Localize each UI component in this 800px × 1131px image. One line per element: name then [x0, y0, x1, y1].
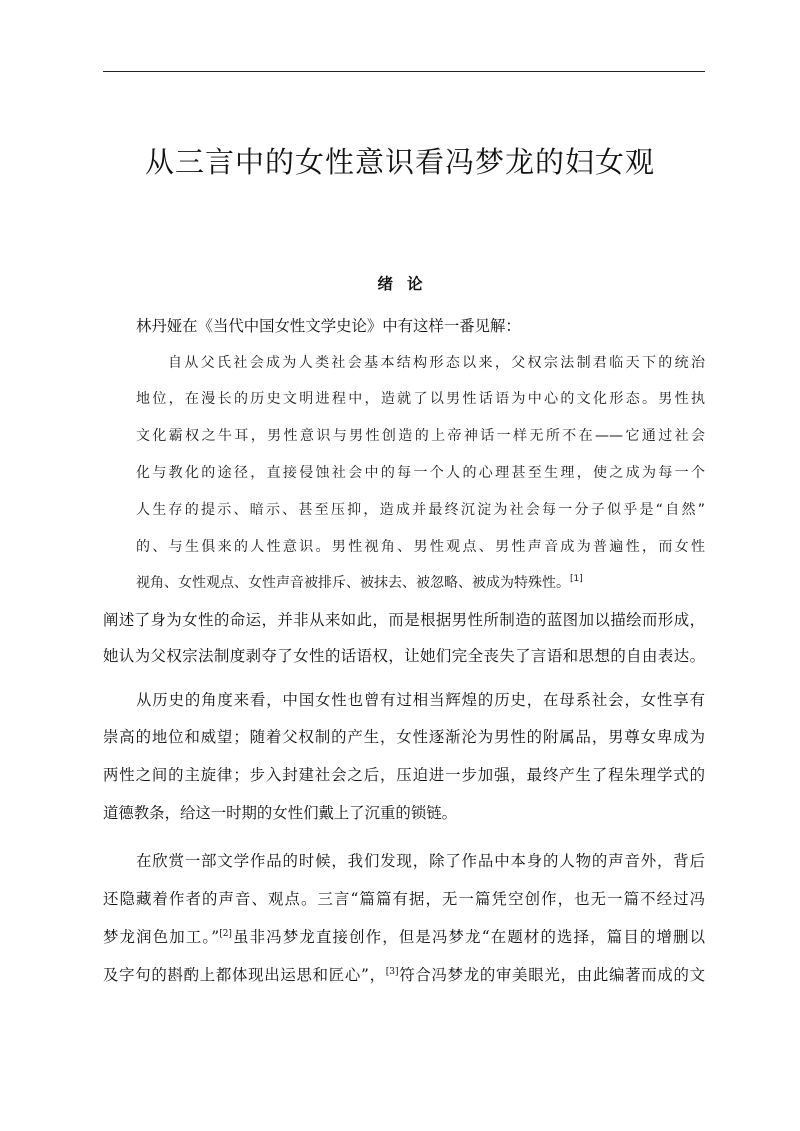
quote-text: 视角、女性观点、女性声音被排斥、被抹去、被忽略、被成为特殊性。 — [136, 575, 570, 591]
citation-ref: [3] — [385, 967, 399, 977]
intro-line: 林丹娅在《当代中国女性文学史论》中有这样一番见解： — [136, 317, 521, 335]
paragraph-line: 道德教条，给这一时期的女性们戴上了沉重的锁链。 — [103, 804, 457, 822]
quote-line: 地位，在漫长的历史文明进程中，造就了以男性话语为中心的文化形态。男性执 — [136, 391, 705, 407]
citation-ref: [2] — [219, 929, 232, 939]
paragraph-line — [103, 960, 705, 990]
header-rule — [103, 71, 705, 72]
paragraph-line: 崇高的地位和威望；随着父权制的产生，女性逐渐沦为男性的附属品，男尊女卑成为 — [103, 728, 705, 746]
quote-line: 自从父氏社会成为人类社会基本结构形态以来，父权宗法制君临天下的统治 — [168, 355, 705, 371]
paragraph-line — [103, 922, 705, 952]
quote-line-last — [136, 568, 705, 598]
paragraph-line: 还隐藏着作者的声音、观点。三言“篇篇有据，无一篇凭空创作，也无一篇不经过冯 — [103, 890, 705, 908]
page-title: 从三言中的女性意识看冯梦龙的妇女观 — [144, 145, 655, 179]
quote-line: 的、与生俱来的人性意识。男性视角、男性观点、男性声音成为普遍性，而女性 — [136, 539, 705, 555]
paragraph-line: 阐述了身为女性的命运，并非从来如此，而是根据男性所制造的蓝图加以描绘而形成， — [103, 611, 705, 629]
paragraph-text: 符合冯梦龙的审美眼光，由此编著而成的文 — [398, 966, 705, 984]
paragraph-line: 两性之间的主旋律；步入封建社会之后，压迫进一步加强，最终产生了程朱理学式的 — [103, 766, 705, 784]
paragraph-text: 梦龙润色加工。” — [103, 928, 220, 946]
paragraph-text: 及字句的斟酌上都体现出运思和匠心”， — [103, 966, 386, 984]
paragraph-line: 从历史的角度来看，中国女性也曾有过相当辉煌的历史，在母系社会，女性享有 — [136, 691, 705, 709]
section-heading: 绪论 — [377, 275, 437, 293]
paragraph-text: 虽非冯梦龙直接创作，但是冯梦龙“在题材的选择，篇目的增删以 — [231, 928, 706, 946]
quote-line: 化与教化的途径，直接侵蚀社会中的每一个人的心理甚至生理，使之成为每一个 — [136, 465, 705, 481]
quote-line: 文化霸权之牛耳，男性意识与男性创造的上帝神话一样无所不在——它通过社会 — [136, 428, 705, 444]
quote-line: 人生存的提示、暗示、甚至压抑，造成并最终沉淀为社会每一分子似乎是“自然” — [136, 502, 705, 518]
paragraph-line: 她认为父权宗法制度剥夺了女性的话语权，让她们完全丧失了言语和思想的自由表达。 — [103, 647, 705, 665]
paragraph-line: 在欣赏一部文学作品的时候，我们发现，除了作品中本身的人物的声音外，背后 — [136, 852, 705, 870]
citation-ref: [1] — [570, 574, 583, 584]
